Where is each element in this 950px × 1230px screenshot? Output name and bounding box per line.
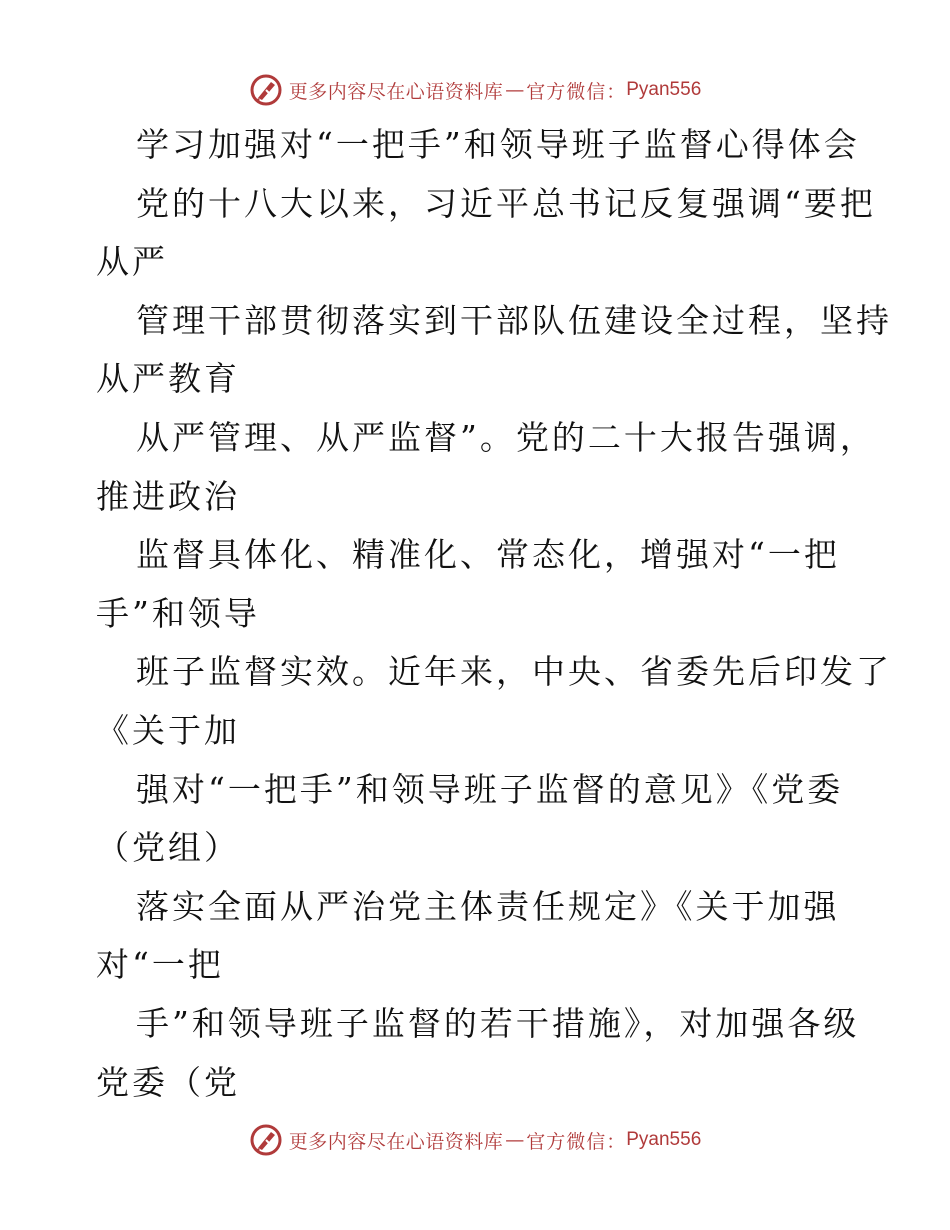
watermark-wechat-label: 官方微信： — [526, 80, 627, 103]
paragraph-line: （党组） — [96, 828, 240, 868]
paragraph-line: 监督具体化、精准化、常态化，增强对“一把 — [136, 535, 840, 575]
paragraph-line: 对“一把 — [96, 945, 224, 985]
paragraph-line: 从严管理、从严监督”。党的二十大报告强调， — [136, 417, 876, 457]
paragraph-line: 手”和领导班子监督的若干措施》，对加强各级 — [136, 1003, 860, 1043]
header-watermark — [0, 68, 950, 112]
paragraph-line: 强对“一把手”和领导班子监督的意见》《党委 — [136, 769, 844, 809]
document-title: 学习加强对“一把手”和领导班子监督心得体会 — [136, 125, 860, 164]
watermark-wechat-id: Pyan556 — [626, 79, 702, 100]
paragraph-line: 党的十八大以来，习近平总书记反复强调“要把 — [136, 183, 876, 223]
pen-logo-icon — [249, 1123, 283, 1157]
watermark-wechat-id: Pyan556 — [626, 1129, 702, 1150]
watermark-site-text: 更多内容尽在心语资料库 — [288, 1130, 504, 1153]
paragraph-line: 党委（党 — [96, 1062, 240, 1102]
document-body — [96, 116, 892, 1112]
footer-watermark — [0, 1118, 950, 1162]
paragraph-line: 《关于加 — [96, 710, 240, 750]
paragraph-line: 从严教育 — [96, 359, 240, 399]
watermark-site-text: 更多内容尽在心语资料库 — [288, 80, 504, 103]
watermark-separator: — — [505, 79, 525, 101]
paragraph-line: 落实全面从严治党主体责任规定》《关于加强 — [136, 886, 840, 926]
watermark-separator: — — [505, 1129, 525, 1151]
paragraph-line: 管理干部贯彻落实到干部队伍建设全过程，坚持 — [136, 300, 892, 340]
paragraph-line: 推进政治 — [96, 476, 240, 516]
paragraph-line: 从严 — [96, 242, 168, 282]
paragraph-line: 手”和领导 — [96, 593, 260, 633]
watermark-wechat-label: 官方微信： — [526, 1130, 627, 1153]
pen-logo-icon — [249, 73, 283, 107]
paragraph-line: 班子监督实效。近年来，中央、省委先后印发了 — [136, 652, 892, 692]
